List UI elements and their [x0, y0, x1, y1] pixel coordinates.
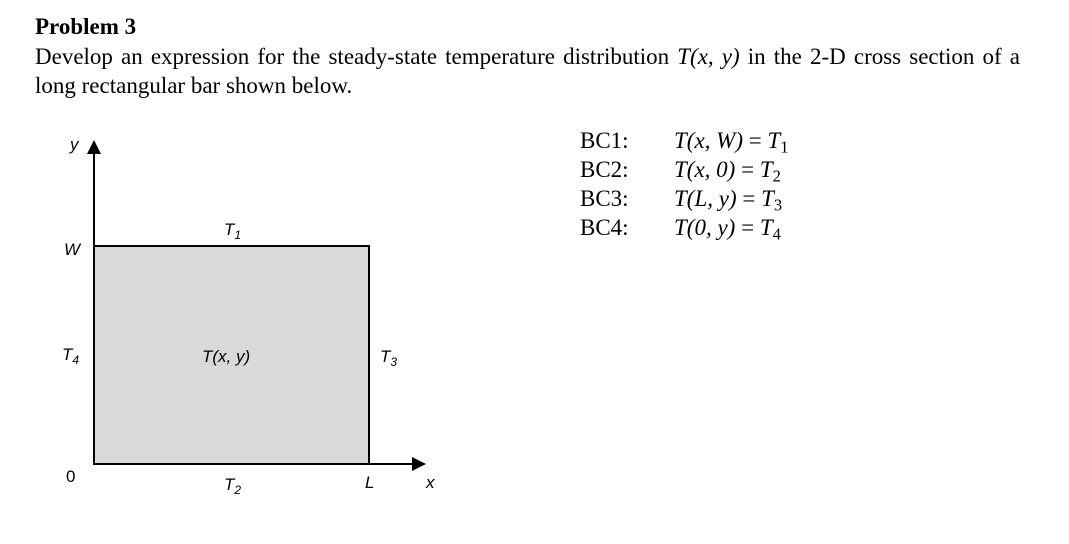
bc-equation: T(L, $y) = T_3$	[674, 186, 783, 215]
bc-rhs: T	[761, 186, 774, 211]
problem-heading: Problem 3	[35, 14, 137, 39]
bc-lhs: T(L, y)	[674, 186, 737, 211]
bc-rhs: T	[767, 128, 781, 153]
y-axis-arrowhead	[87, 140, 101, 154]
problem-statement	[35, 42, 1020, 100]
bc-lhs: T(x, W)	[674, 128, 743, 153]
y-axis-label: y	[70, 135, 79, 154]
label-sub: 3	[390, 355, 398, 369]
x-axis-label: x	[426, 473, 435, 492]
label-base: T	[224, 220, 235, 239]
left-temperature-label	[62, 345, 79, 367]
right-temperature-label	[380, 347, 397, 369]
bc-label: BC4:	[580, 215, 629, 240]
bc-lhs: T(0, y)	[674, 215, 736, 240]
statement-expression: T(x, y)	[677, 44, 740, 69]
bc-rhs-sub: 3	[773, 195, 783, 215]
bc-row	[580, 128, 789, 157]
length-label-L: L	[365, 473, 375, 492]
label-base: T	[380, 347, 391, 366]
bc-equation: T(0, $y) = T_4$	[674, 215, 781, 244]
bc-label: BC2:	[580, 157, 629, 182]
height-label-W: W	[64, 240, 81, 259]
bc-row	[580, 186, 789, 215]
bc-label: BC3:	[580, 186, 629, 211]
bc-row	[580, 215, 789, 244]
bc-rhs-sub: 1	[780, 137, 789, 157]
label-base: T	[224, 475, 235, 494]
bc-label: BC1:	[580, 128, 629, 153]
bar-cross-section-diagram	[40, 130, 520, 530]
top-temperature-label	[224, 220, 241, 242]
bc-row	[580, 157, 789, 186]
bc-rhs-sub: 4	[772, 224, 781, 244]
bc-rhs: T	[759, 157, 773, 182]
bc-lhs: T(x, 0)	[674, 157, 736, 182]
label-sub: 4	[72, 353, 80, 367]
bc-rhs: T	[759, 215, 773, 240]
statement-text-post: in the 2-D cross section of a long rectangular bar shown below.	[35, 44, 1020, 98]
bc-equation: T(x, $W) = T_1$	[674, 128, 789, 157]
center-temperature-label: T(x, y)	[202, 347, 251, 366]
label-sub: 2	[234, 483, 242, 497]
boundary-conditions	[580, 128, 789, 244]
bc-equation: T(x, $0) = T_2$	[674, 157, 781, 186]
x-axis-arrowhead	[412, 457, 426, 471]
origin-label: 0	[66, 467, 76, 486]
statement-text-pre: Develop an expression for the steady-state temperature distribution	[35, 44, 678, 69]
bc-rhs-sub: 2	[772, 166, 781, 186]
label-base: T	[62, 345, 73, 364]
label-sub: 1	[234, 228, 242, 242]
bottom-temperature-label	[224, 475, 241, 497]
